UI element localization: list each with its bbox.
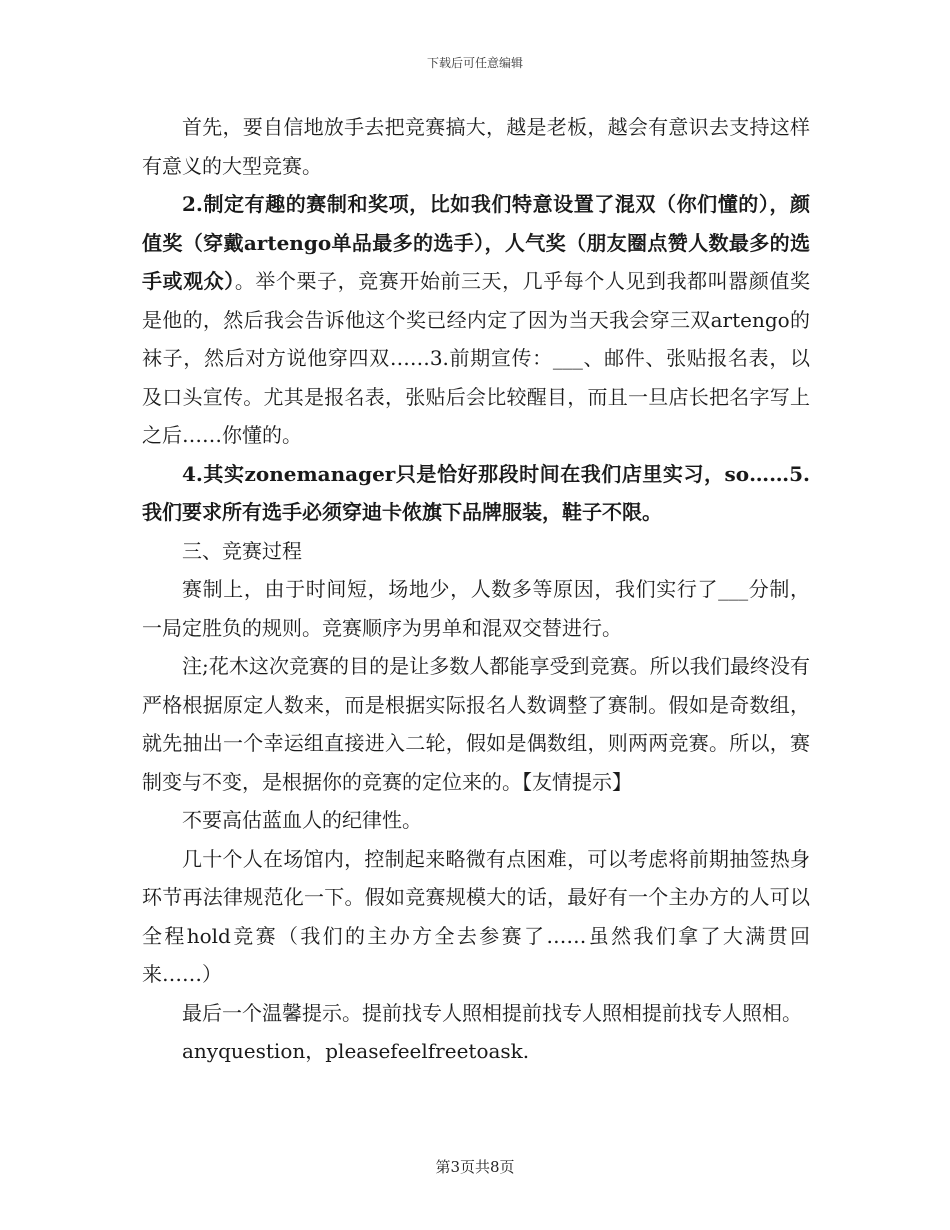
- paragraph-format: 赛制上，由于时间短，场地少，人数多等原因，我们实行了___分制，一局定胜负的规则。竞赛顺序为男单和混双交替进行。: [142, 577, 810, 640]
- paragraph-zone-manager: [142, 455, 810, 532]
- bold-text: 4.其实zonemanager只是恰好那段时间在我们店里实习，so……5.我们要求所有选手必须穿迪卡侬旗下品牌服装，鞋子不限。: [142, 461, 810, 524]
- paragraph-intro: 首先，要自信地放手去把竞赛搞大，越是老板，越会有意识去支持这样有意义的大型竞赛。: [142, 115, 810, 178]
- paragraph-closing: anyquestion，pleasefeelfreetoask.: [182, 1039, 530, 1063]
- paragraph-tip: 不要高估蓝血人的纪律性。: [182, 808, 422, 832]
- page-header: 下载后可任意编辑: [426, 56, 523, 70]
- section-heading: 三、竞赛过程: [182, 538, 302, 563]
- document-body: [142, 108, 810, 1071]
- paragraph-rules-and-awards: 2.制定有趣的赛制和奖项，比如我们特意设置了混双（你们懂的），颜值奖（穿戴artengo单品最多的选手），人气奖（朋友圈点赞人数最多的选手或观众）。举个栗子，竞赛开始前三天，几乎每个人见到我都叫嚣颜值奖是他的，然后我会告诉他这个奖已经内定了因为当天我会穿三双artengo的袜子，然后对方说他穿四双……3.前期宣传：___、邮件、张贴报名表，以及口头宣传。尤其是报名表，张贴后会比较醒目，而且一旦店长把名字写上之后……你懂的。: [142, 192, 810, 447]
- paragraph-final-tip: 最后一个温馨提示。提前找专人照相提前找专人照相提前找专人照相。: [182, 1000, 802, 1025]
- paragraph-note: 注;花木这次竞赛的目的是让多数人都能享受到竞赛。所以我们最终没有严格根据原定人数来，而是根据实际报名人数调整了赛制。假如是奇数组，就先抽出一个幸运组直接进入二轮，假如是偶数组，则两两竞赛。所以，赛制变与不变，是根据你的竞赛的定位来的。【友情提示】: [142, 654, 810, 794]
- bold-text: 2.制定有趣的赛制和奖项，比如我们特意设置了混双（你们懂的），颜值奖（穿戴artengo单品最多的选手），人气奖（朋友圈点赞人数最多的选手或观众）: [142, 192, 810, 293]
- page-footer: 第3页共8页: [435, 1158, 515, 1176]
- paragraph-control: 几十个人在场馆内，控制起来略微有点困难，可以考虑将前期抽签热身环节再法律规范化一下。假如竞赛规模大的话，最好有一个主办方的人可以全程hold竞赛（我们的主办方全去参赛了……虽然我们拿了大满贯回来……）: [142, 846, 810, 986]
